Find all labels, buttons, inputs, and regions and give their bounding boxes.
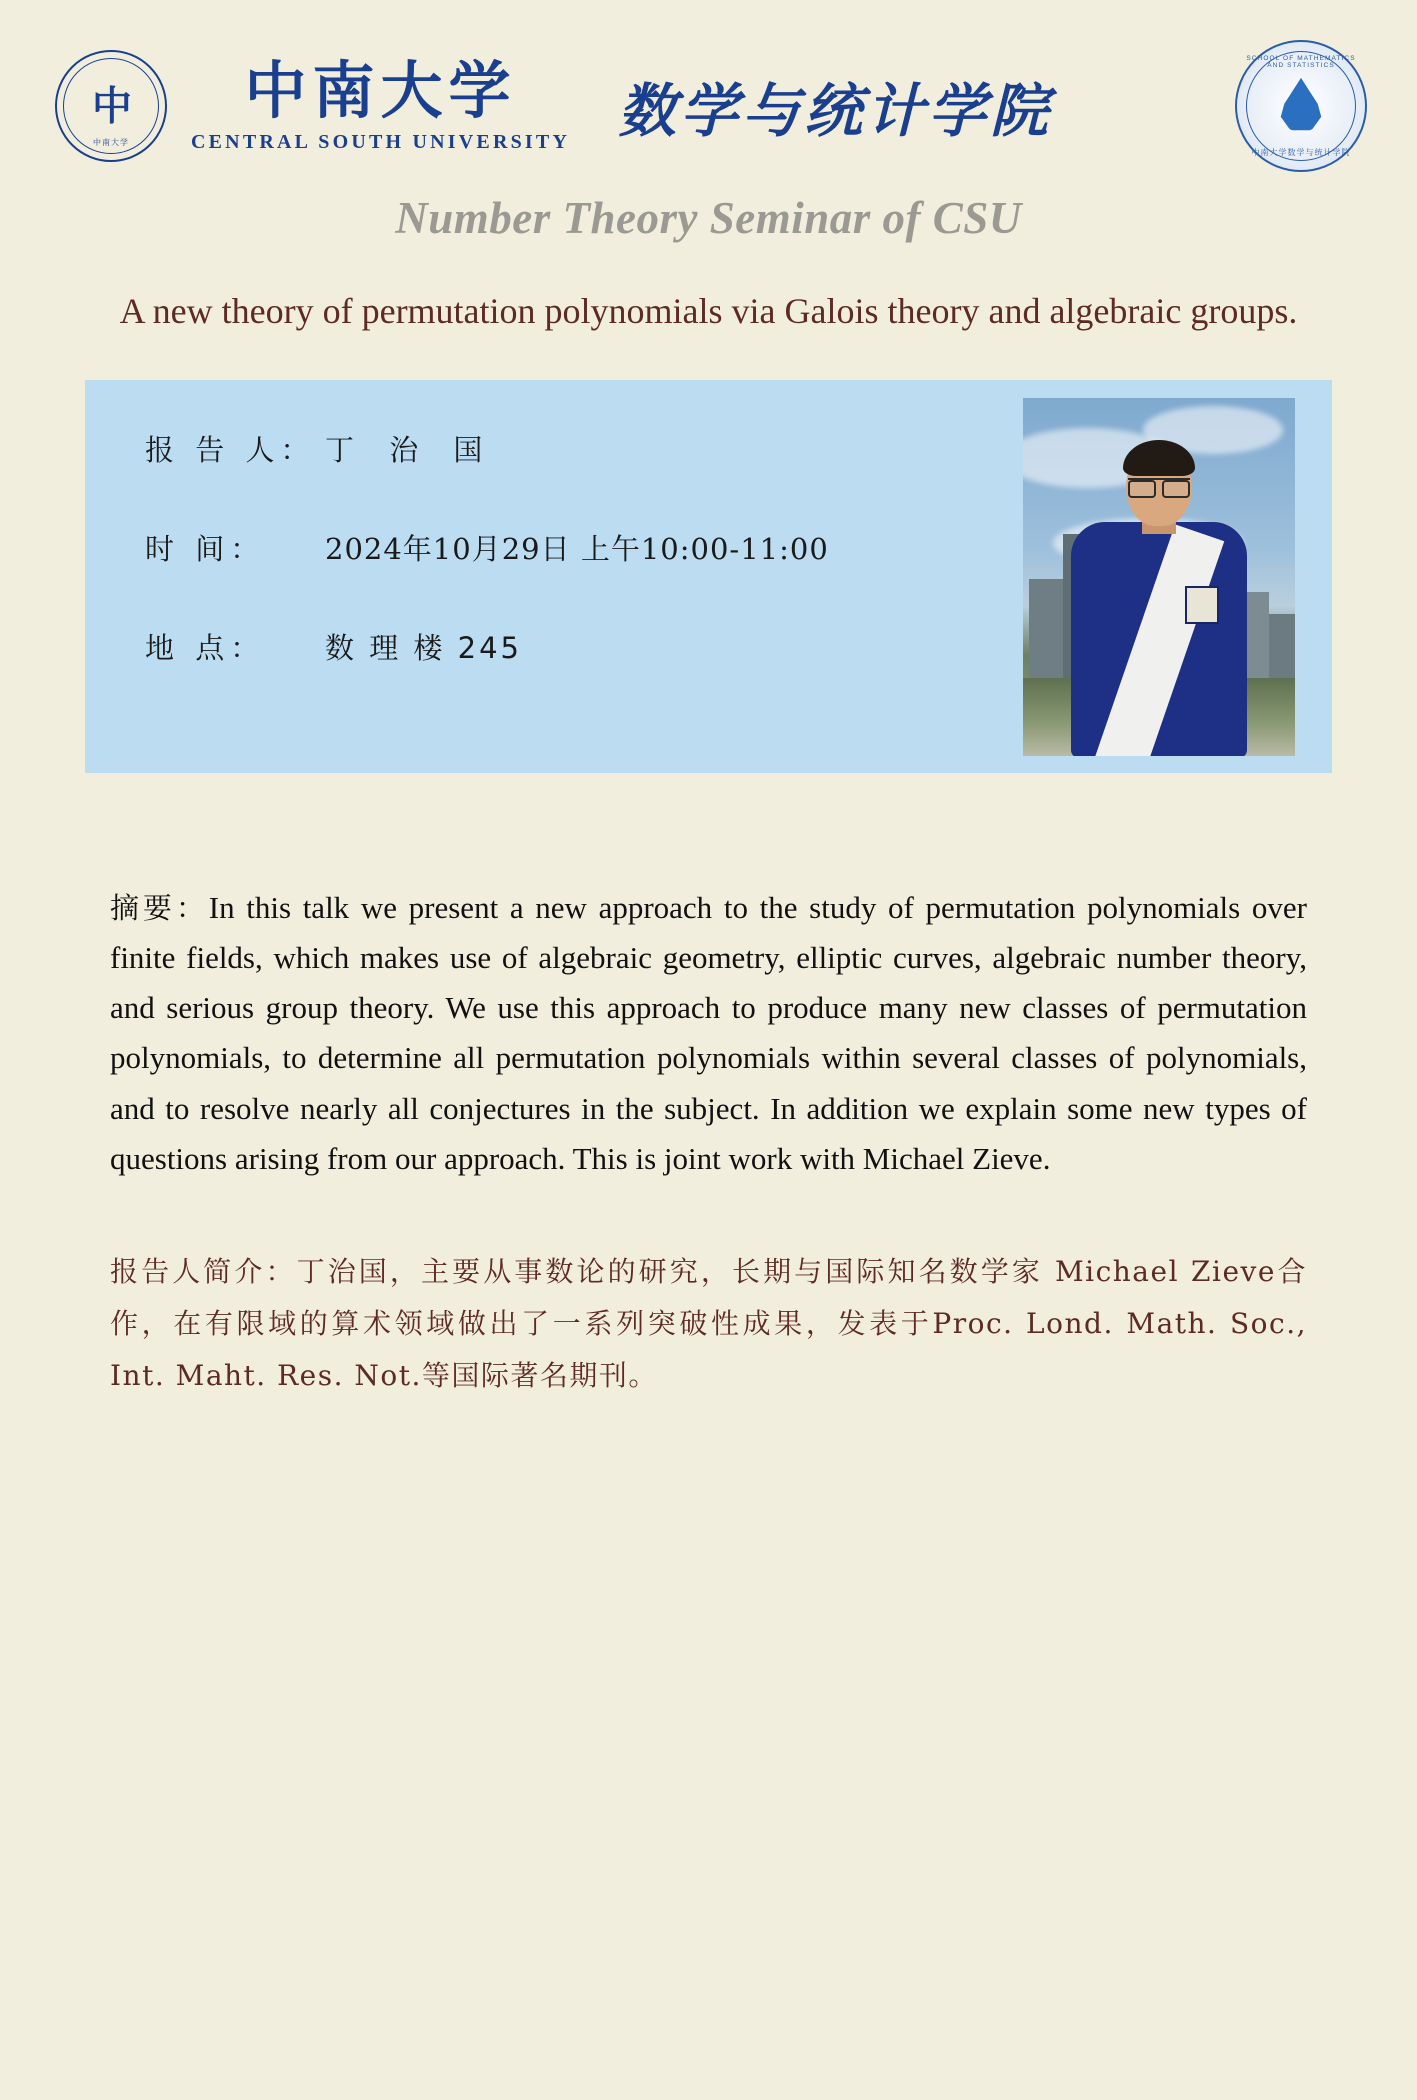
page-title: A new theory of permutation polynomials via Galois theory and algebraic groups.	[119, 291, 1298, 331]
math-seal-ring-cn: 中南大学数学与统计学院	[1251, 148, 1351, 157]
talk-info-box	[85, 380, 1332, 773]
info-row-place	[145, 626, 1023, 667]
seminar-series-title: Number Theory Seminar of CSU	[395, 193, 1022, 243]
talk-info-rows	[85, 380, 1023, 773]
info-value-place: 数 理 楼 245	[325, 630, 523, 665]
glasses-icon	[1128, 478, 1190, 495]
math-seal-ring-en: SCHOOL OF MATHEMATICS AND STATISTICS	[1246, 55, 1356, 69]
abstract-paragraph	[110, 883, 1307, 1184]
school-name-cn: 数学与统计学院	[618, 77, 1053, 145]
csu-seal-bottom-text: 中南大学	[93, 138, 129, 147]
abstract-label: 摘要：	[110, 890, 209, 925]
info-label-place: 地 点：	[145, 630, 266, 665]
shirt-patch	[1185, 586, 1219, 624]
university-name-en: CENTRAL SOUTH UNIVERSITY	[191, 131, 571, 154]
water-drop-icon	[1279, 78, 1323, 132]
info-row-speaker	[145, 428, 1023, 469]
math-school-seal-icon	[1235, 40, 1367, 172]
building-shape	[1029, 579, 1063, 684]
abstract-text: In this talk we present a new approach to the study of permutation polynomials over finite fields, which makes use of algebraic geometry, elliptic curves, algebraic number theory, and serious group theory. We use this approach to produce many new classes of permutation polynomials, to determine all permutation polynomials within several classes of polynomials, and to resolve nearly all conjectures in the subject. In addition we explain some new types of questions arising from our approach. This is joint work with Michael Zieve.	[110, 889, 1307, 1176]
csu-seal-logo	[55, 50, 167, 162]
info-label-time: 时 间：	[145, 531, 266, 566]
speaker-photo	[1023, 398, 1295, 756]
speaker-bio: 报告人简介：丁治国，主要从事数论的研究，长期与国际知名数学家 Michael Zieve合作，在有限域的算术领域做出了一系列突破性成果，发表于Proc. Lond. Math. Soc., Int. Maht. Res. Not.等国际著名期刊。	[110, 1255, 1307, 1392]
info-value-time: 2024年10月29日 上午10:00-11:00	[325, 531, 829, 566]
university-name-cn: 中南大学	[244, 53, 517, 127]
info-label-speaker: 报 告 人：	[145, 432, 316, 467]
info-row-time	[145, 527, 1023, 568]
university-name-block	[191, 53, 571, 154]
building-shape	[1269, 614, 1295, 684]
poster-header	[0, 0, 1417, 157]
csu-seal-glyph: 中	[92, 83, 130, 130]
info-value-speaker: 丁 治 国	[325, 432, 496, 467]
